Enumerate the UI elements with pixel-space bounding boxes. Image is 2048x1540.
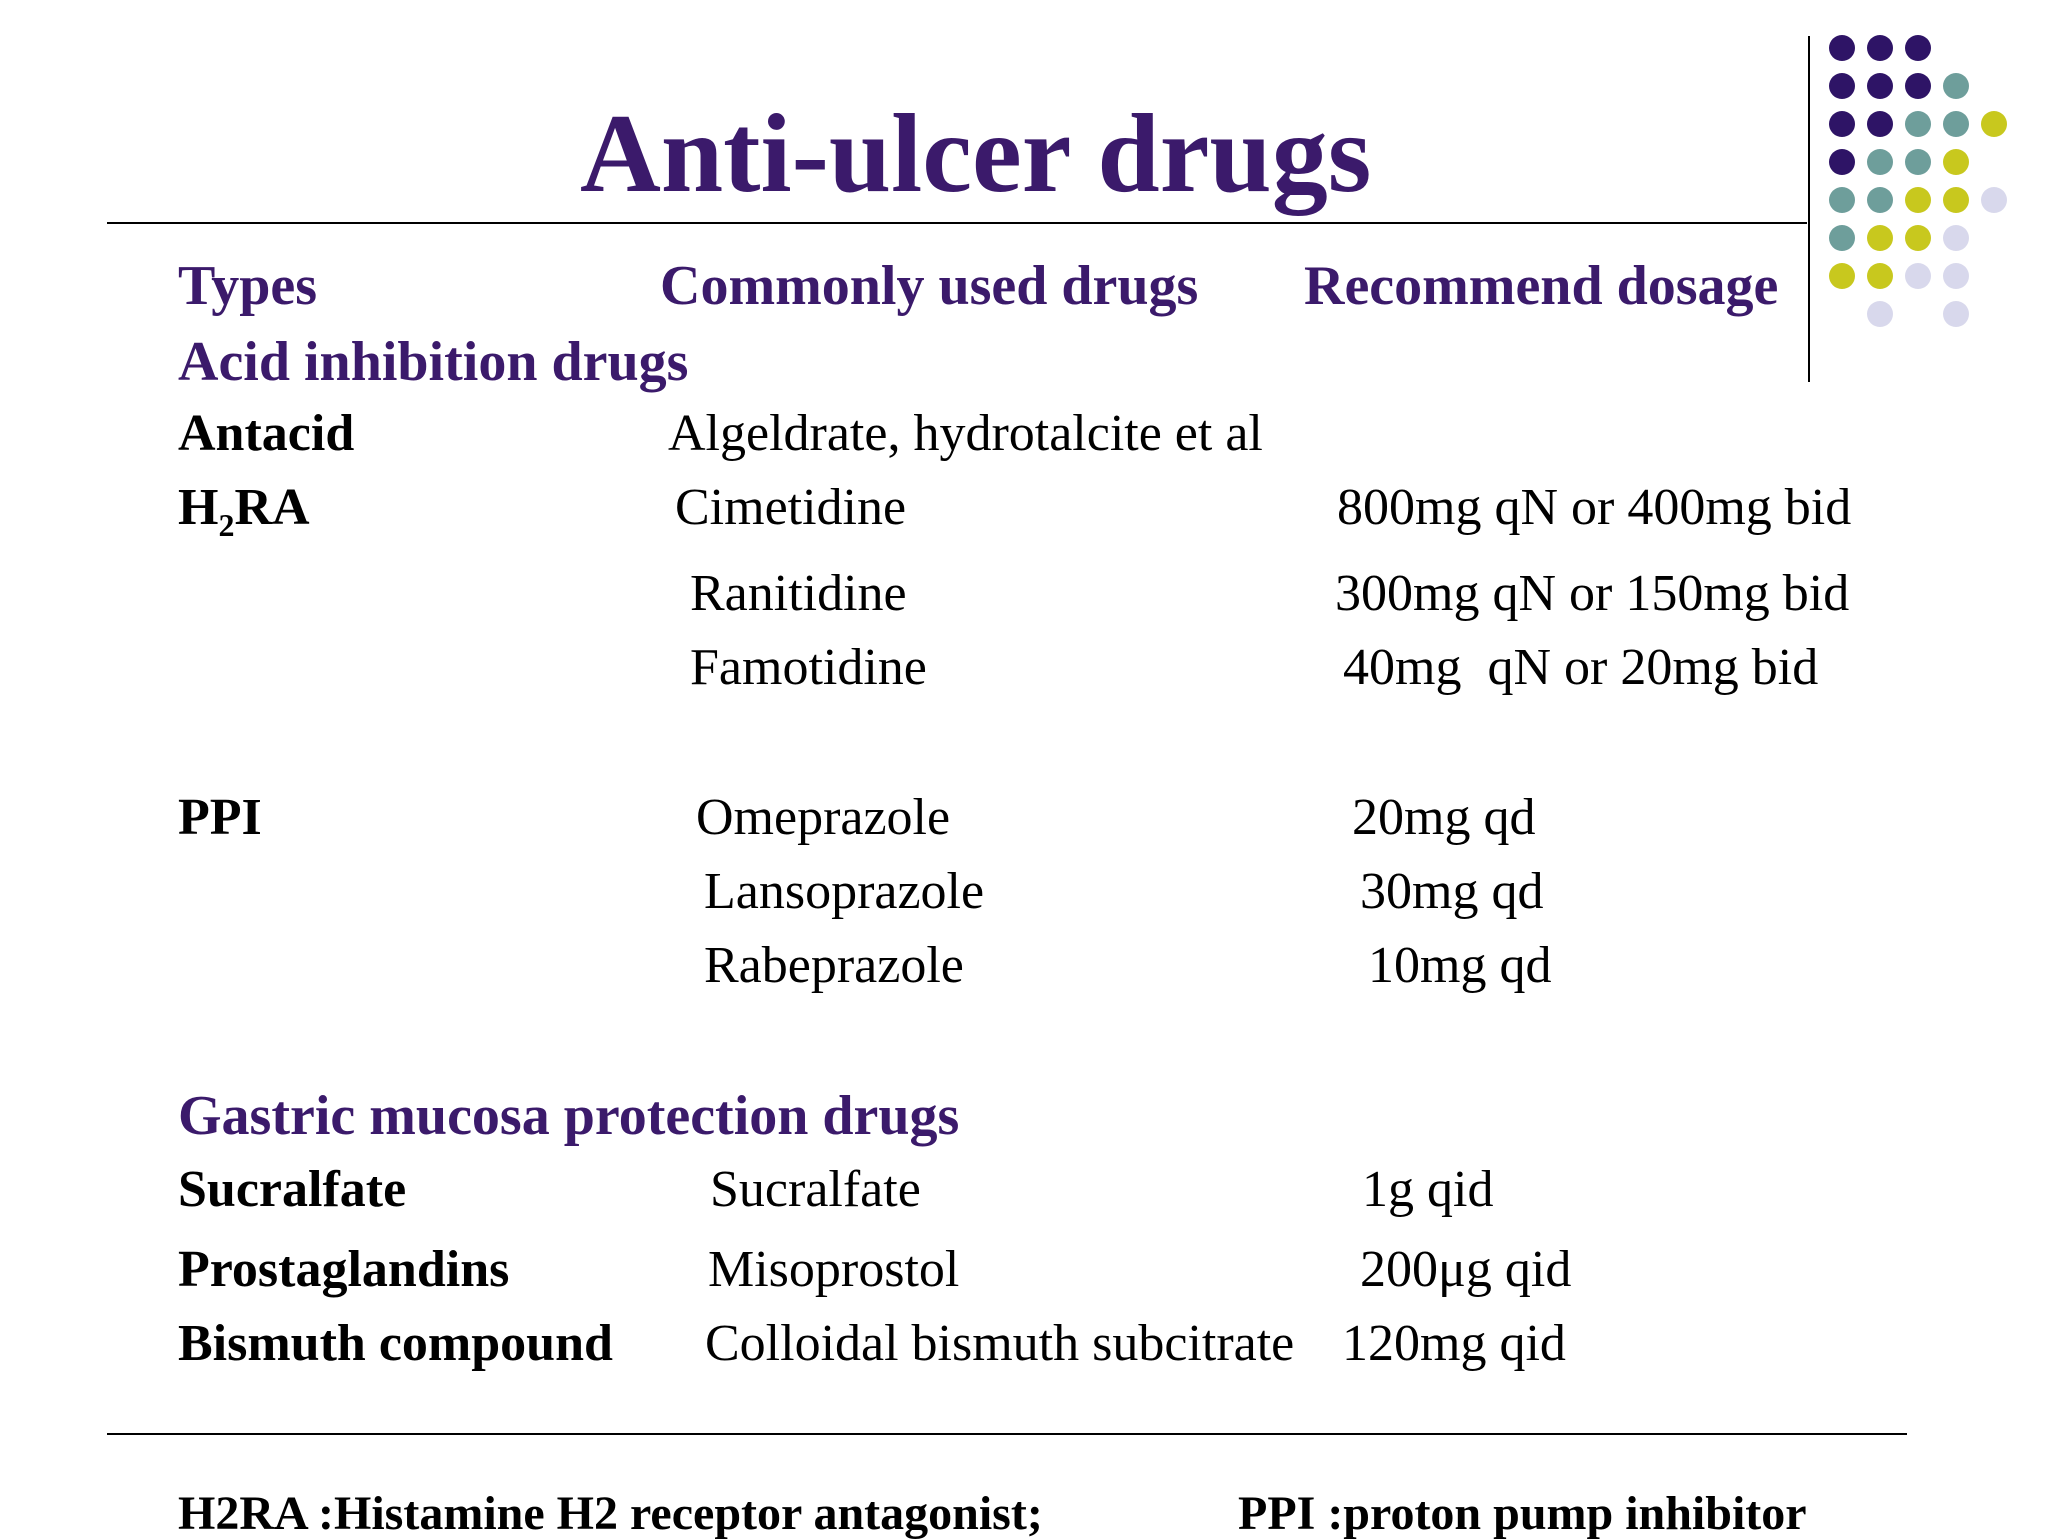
decorative-dot [1829, 73, 1855, 99]
drug-misoprostol: Misoprostol [708, 1241, 960, 1298]
drug-lansoprazole: Lansoprazole [704, 863, 985, 920]
decorative-dot [1829, 35, 1855, 61]
drug-bismuth: Colloidal bismuth subcitrate [705, 1315, 1295, 1372]
decorative-dot [1867, 263, 1893, 289]
drug-rabeprazole: Rabeprazole [704, 937, 964, 994]
decorative-dot [1943, 187, 1969, 213]
drug-sucralfate: Sucralfate [710, 1161, 921, 1218]
drug-antacid: Algeldrate, hydrotalcite et al [668, 405, 1263, 462]
type-prostaglandins: Prostaglandins [178, 1241, 510, 1298]
dose-famotidine: 40mg qN or 20mg bid [1343, 639, 1819, 696]
drug-omeprazole: Omeprazole [696, 789, 951, 846]
title-divider [107, 222, 1807, 224]
decorative-dot [1829, 149, 1855, 175]
decorative-dot [1943, 225, 1969, 251]
drug-famotidine: Famotidine [690, 639, 927, 696]
decorative-dot [1867, 73, 1893, 99]
dose-sucralfate: 1g qid [1362, 1161, 1494, 1218]
drug-cimetidine: Cimetidine [675, 479, 907, 536]
dose-cimetidine: 800mg qN or 400mg bid [1337, 479, 1852, 536]
decorative-dot [1905, 187, 1931, 213]
dose-lansoprazole: 30mg qd [1360, 863, 1544, 920]
dose-omeprazole: 20mg qd [1352, 789, 1536, 846]
dose-misoprostol: 200μg qid [1360, 1241, 1572, 1298]
decorative-dot [1981, 111, 2007, 137]
section-acid-inhibition: Acid inhibition drugs [178, 331, 689, 393]
decorative-dot [1829, 263, 1855, 289]
decorative-dot [1829, 225, 1855, 251]
type-h2ra-subscript: 2 [218, 507, 235, 543]
type-sucralfate: Sucralfate [178, 1161, 407, 1218]
decorative-dot [1867, 111, 1893, 137]
footer-divider [107, 1433, 1907, 1435]
dose-ranitidine: 300mg qN or 150mg bid [1335, 565, 1850, 622]
dose-bismuth: 120mg qid [1342, 1315, 1566, 1372]
decorative-dot [1905, 225, 1931, 251]
section-mucosa-protection: Gastric mucosa protection drugs [178, 1085, 960, 1147]
decorative-dot [1905, 35, 1931, 61]
decorative-dot [1943, 149, 1969, 175]
footer-ppi-definition: PPI :proton pump inhibitor [1238, 1487, 1807, 1540]
type-ppi: PPI [178, 789, 262, 846]
decorative-dot [1867, 149, 1893, 175]
page-title: Anti-ulcer drugs [580, 92, 1372, 216]
decorative-dot [1829, 187, 1855, 213]
decorative-dot [1905, 73, 1931, 99]
footer-h2ra-definition: H2RA :Histamine H2 receptor antagonist; [178, 1487, 1043, 1540]
decorative-dot-grid [1820, 32, 2040, 342]
decorative-dot [1867, 225, 1893, 251]
type-antacid: Antacid [178, 405, 355, 462]
decorative-dot [1943, 263, 1969, 289]
decorative-dot [1943, 111, 1969, 137]
dose-rabeprazole: 10mg qd [1368, 937, 1552, 994]
type-h2ra [178, 479, 310, 543]
type-bismuth: Bismuth compound [178, 1315, 613, 1372]
decorative-dot [1905, 111, 1931, 137]
decorative-dot [1867, 35, 1893, 61]
corner-vertical-divider [1808, 36, 1810, 382]
header-drugs: Commonly used drugs [660, 255, 1199, 317]
decorative-dot [1943, 301, 1969, 327]
decorative-dot [1829, 111, 1855, 137]
header-dosage: Recommend dosage [1304, 255, 1779, 317]
type-h2ra-rest: RA [234, 479, 310, 536]
header-types: Types [178, 255, 317, 317]
decorative-dot [1943, 73, 1969, 99]
decorative-dot [1905, 149, 1931, 175]
decorative-dot [1905, 263, 1931, 289]
type-h2ra-h: H [178, 479, 219, 536]
decorative-dot [1867, 187, 1893, 213]
decorative-dot [1981, 187, 2007, 213]
decorative-dot [1867, 301, 1893, 327]
drug-ranitidine: Ranitidine [690, 565, 907, 622]
